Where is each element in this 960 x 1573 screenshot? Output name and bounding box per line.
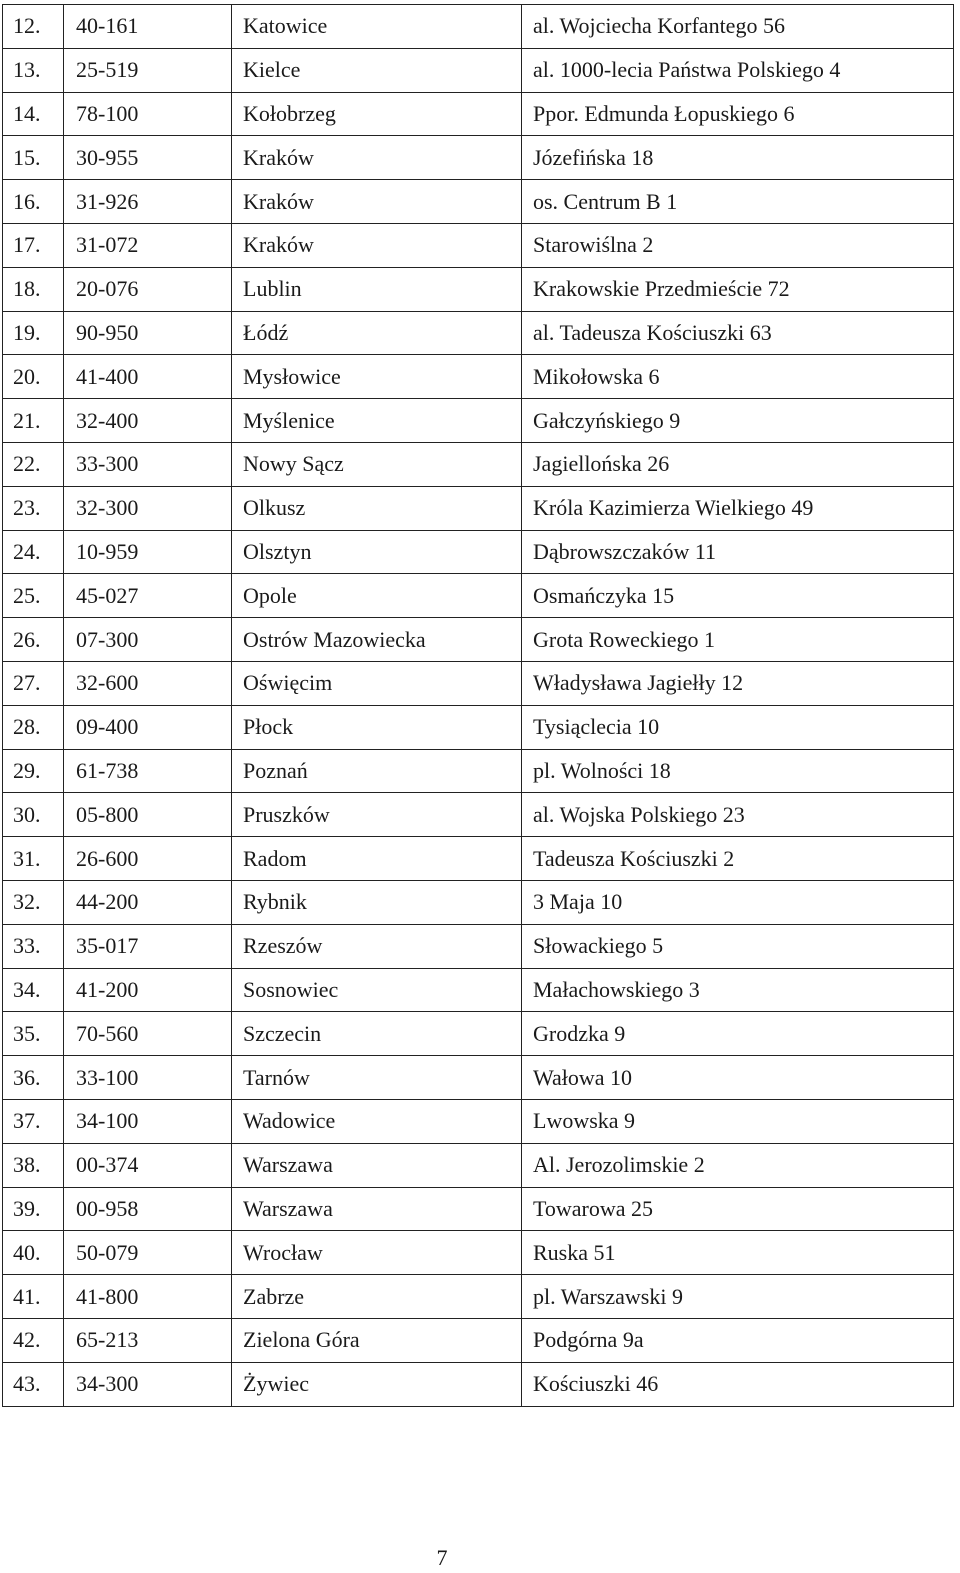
table-row	[3, 880, 954, 924]
postal-code: 90-950	[64, 311, 232, 355]
table-row	[3, 48, 954, 92]
street-address: Lwowska 9	[522, 1099, 954, 1143]
postal-code: 20-076	[64, 267, 232, 311]
city-name: Rybnik	[232, 880, 522, 924]
row-number: 26.	[3, 618, 64, 662]
street-address: Ruska 51	[522, 1231, 954, 1275]
street-address: Jagiellońska 26	[522, 442, 954, 486]
row-number: 37.	[3, 1099, 64, 1143]
table-row	[3, 355, 954, 399]
city-name: Płock	[232, 705, 522, 749]
street-address: Grota Roweckiego 1	[522, 618, 954, 662]
postal-code: 65-213	[64, 1318, 232, 1362]
table-row	[3, 442, 954, 486]
table-row	[3, 311, 954, 355]
row-number: 17.	[3, 223, 64, 267]
table-row	[3, 223, 954, 267]
city-name: Kołobrzeg	[232, 92, 522, 136]
city-name: Oświęcim	[232, 661, 522, 705]
postal-code: 41-400	[64, 355, 232, 399]
address-table-body	[3, 5, 954, 1407]
street-address: Starowiślna 2	[522, 223, 954, 267]
city-name: Zabrze	[232, 1275, 522, 1319]
row-number: 16.	[3, 180, 64, 224]
row-number: 43.	[3, 1362, 64, 1406]
postal-code: 10-959	[64, 530, 232, 574]
city-name: Poznań	[232, 749, 522, 793]
street-address: Króla Kazimierza Wielkiego 49	[522, 486, 954, 530]
row-number: 36.	[3, 1056, 64, 1100]
table-row	[3, 924, 954, 968]
row-number: 23.	[3, 486, 64, 530]
street-address: Mikołowska 6	[522, 355, 954, 399]
city-name: Katowice	[232, 5, 522, 49]
street-address: al. Wojciecha Korfantego 56	[522, 5, 954, 49]
postal-code: 00-958	[64, 1187, 232, 1231]
page-number: 7	[436, 1545, 448, 1570]
table-row	[3, 661, 954, 705]
city-name: Szczecin	[232, 1012, 522, 1056]
city-name: Kraków	[232, 136, 522, 180]
street-address: Tadeusza Kościuszki 2	[522, 837, 954, 881]
street-address: Ppor. Edmunda Łopuskiego 6	[522, 92, 954, 136]
postal-code: 31-926	[64, 180, 232, 224]
city-name: Radom	[232, 837, 522, 881]
city-name: Kraków	[232, 223, 522, 267]
postal-code: 25-519	[64, 48, 232, 92]
postal-code: 26-600	[64, 837, 232, 881]
postal-code: 34-300	[64, 1362, 232, 1406]
table-row	[3, 267, 954, 311]
table-row	[3, 1362, 954, 1406]
postal-code: 33-100	[64, 1056, 232, 1100]
table-row	[3, 749, 954, 793]
row-number: 31.	[3, 837, 64, 881]
row-number: 25.	[3, 574, 64, 618]
table-row	[3, 705, 954, 749]
street-address: al. 1000-lecia Państwa Polskiego 4	[522, 48, 954, 92]
postal-code: 30-955	[64, 136, 232, 180]
table-row	[3, 399, 954, 443]
row-number: 20.	[3, 355, 64, 399]
postal-code: 40-161	[64, 5, 232, 49]
row-number: 28.	[3, 705, 64, 749]
city-name: Lublin	[232, 267, 522, 311]
table-row	[3, 793, 954, 837]
street-address: al. Tadeusza Kościuszki 63	[522, 311, 954, 355]
postal-code: 41-200	[64, 968, 232, 1012]
address-table	[2, 4, 954, 1407]
row-number: 13.	[3, 48, 64, 92]
table-row	[3, 1318, 954, 1362]
postal-code: 31-072	[64, 223, 232, 267]
postal-code: 45-027	[64, 574, 232, 618]
postal-code: 33-300	[64, 442, 232, 486]
street-address: Józefińska 18	[522, 136, 954, 180]
city-name: Nowy Sącz	[232, 442, 522, 486]
street-address: Grodzka 9	[522, 1012, 954, 1056]
row-number: 35.	[3, 1012, 64, 1056]
street-address: os. Centrum B 1	[522, 180, 954, 224]
city-name: Tarnów	[232, 1056, 522, 1100]
street-address: 3 Maja 10	[522, 880, 954, 924]
street-address: Wałowa 10	[522, 1056, 954, 1100]
row-number: 34.	[3, 968, 64, 1012]
postal-code: 35-017	[64, 924, 232, 968]
street-address: pl. Warszawski 9	[522, 1275, 954, 1319]
row-number: 39.	[3, 1187, 64, 1231]
postal-code: 00-374	[64, 1143, 232, 1187]
table-row	[3, 968, 954, 1012]
street-address: Kościuszki 46	[522, 1362, 954, 1406]
table-row	[3, 574, 954, 618]
city-name: Opole	[232, 574, 522, 618]
table-row	[3, 618, 954, 662]
city-name: Mysłowice	[232, 355, 522, 399]
postal-code: 50-079	[64, 1231, 232, 1275]
city-name: Olsztyn	[232, 530, 522, 574]
city-name: Warszawa	[232, 1143, 522, 1187]
table-row	[3, 1143, 954, 1187]
postal-code: 70-560	[64, 1012, 232, 1056]
table-row	[3, 530, 954, 574]
street-address: Osmańczyka 15	[522, 574, 954, 618]
postal-code: 44-200	[64, 880, 232, 924]
postal-code: 34-100	[64, 1099, 232, 1143]
city-name: Zielona Góra	[232, 1318, 522, 1362]
row-number: 19.	[3, 311, 64, 355]
row-number: 41.	[3, 1275, 64, 1319]
postal-code: 32-600	[64, 661, 232, 705]
table-row	[3, 1056, 954, 1100]
street-address: Dąbrowszczaków 11	[522, 530, 954, 574]
street-address: Tysiąclecia 10	[522, 705, 954, 749]
postal-code: 32-400	[64, 399, 232, 443]
table-row	[3, 837, 954, 881]
street-address: Al. Jerozolimskie 2	[522, 1143, 954, 1187]
table-row	[3, 136, 954, 180]
table-row	[3, 1187, 954, 1231]
table-row	[3, 1231, 954, 1275]
row-number: 18.	[3, 267, 64, 311]
street-address: Małachowskiego 3	[522, 968, 954, 1012]
city-name: Sosnowiec	[232, 968, 522, 1012]
row-number: 14.	[3, 92, 64, 136]
street-address: pl. Wolności 18	[522, 749, 954, 793]
table-row	[3, 5, 954, 49]
city-name: Żywiec	[232, 1362, 522, 1406]
city-name: Kielce	[232, 48, 522, 92]
row-number: 29.	[3, 749, 64, 793]
city-name: Rzeszów	[232, 924, 522, 968]
table-row	[3, 1099, 954, 1143]
street-address: Gałczyńskiego 9	[522, 399, 954, 443]
row-number: 30.	[3, 793, 64, 837]
postal-code: 78-100	[64, 92, 232, 136]
table-row	[3, 1012, 954, 1056]
row-number: 40.	[3, 1231, 64, 1275]
city-name: Wadowice	[232, 1099, 522, 1143]
row-number: 27.	[3, 661, 64, 705]
city-name: Pruszków	[232, 793, 522, 837]
table-row	[3, 486, 954, 530]
street-address: Słowackiego 5	[522, 924, 954, 968]
row-number: 32.	[3, 880, 64, 924]
postal-code: 41-800	[64, 1275, 232, 1319]
row-number: 21.	[3, 399, 64, 443]
city-name: Warszawa	[232, 1187, 522, 1231]
row-number: 33.	[3, 924, 64, 968]
city-name: Wrocław	[232, 1231, 522, 1275]
postal-code: 09-400	[64, 705, 232, 749]
street-address: Władysława Jagiełły 12	[522, 661, 954, 705]
table-row	[3, 180, 954, 224]
table-row	[3, 1275, 954, 1319]
postal-code: 61-738	[64, 749, 232, 793]
street-address: al. Wojska Polskiego 23	[522, 793, 954, 837]
postal-code: 05-800	[64, 793, 232, 837]
postal-code: 32-300	[64, 486, 232, 530]
street-address: Towarowa 25	[522, 1187, 954, 1231]
city-name: Myślenice	[232, 399, 522, 443]
postal-code: 07-300	[64, 618, 232, 662]
city-name: Łódź	[232, 311, 522, 355]
city-name: Ostrów Mazowiecka	[232, 618, 522, 662]
street-address: Podgórna 9a	[522, 1318, 954, 1362]
table-row	[3, 92, 954, 136]
street-address: Krakowskie Przedmieście 72	[522, 267, 954, 311]
city-name: Kraków	[232, 180, 522, 224]
row-number: 24.	[3, 530, 64, 574]
city-name: Olkusz	[232, 486, 522, 530]
row-number: 15.	[3, 136, 64, 180]
row-number: 12.	[3, 5, 64, 49]
row-number: 22.	[3, 442, 64, 486]
row-number: 42.	[3, 1318, 64, 1362]
row-number: 38.	[3, 1143, 64, 1187]
